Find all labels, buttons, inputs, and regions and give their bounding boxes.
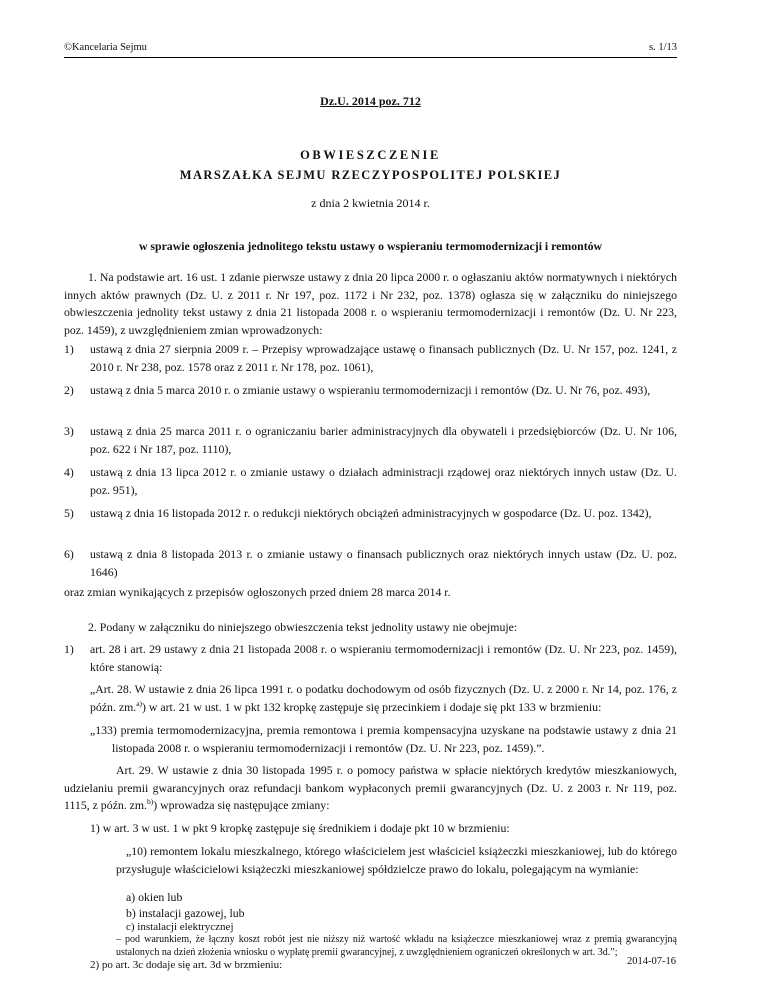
list-number: 4) [64,465,74,479]
list-text: ustawą z dnia 25 marca 2011 r. o ograniczaniu barier administracyjnych dla obywateli i przedsiębiorców (Dz. U. Nr 106, poz. 622 i Nr 187, poz. 1110), [90,424,677,456]
footer-date: 2014-07-16 [627,956,676,967]
list-text: ustawą z dnia 16 listopada 2012 r. o redukcji niektórych obciążeń administracyjnych w gospodarce (Dz. U. poz. 1342), [90,506,652,520]
list-number: 2) [64,383,74,397]
paragraph-2: 2. Podany w załączniku do niniejszego obwieszczenia tekst jednolity ustawy nie obejmuje: [88,620,518,634]
art29-text [64,762,677,815]
list-item-2 [64,382,677,400]
lit-a: a) okien lub [126,890,183,904]
art28-text [90,681,677,716]
list-item-5 [64,505,677,523]
list-item-1 [64,341,677,376]
list-text: ustawą z dnia 13 lipca 2012 r. o zmianie ustawy o działach administracji rządowej oraz niektórych innych ustaw (Dz. U. poz. 951), [90,465,677,497]
header-source: ©Kancelaria Sejmu [64,42,147,53]
list-number: 5) [64,506,74,520]
art29-text-part1: Art. 29. W ustawie z dnia 30 listopada 1995 r. o pomocy państwa w spłacie niektórych kredytów mieszkaniowych, udzielaniu premii gwarancyjnych oraz refundacji bankom wypłaconych premii gwarancyjnych (Dz. U. z 2003 r. Nr 119, poz. 1115, z późn. zm. [64,763,677,812]
art28-text-part1: „Art. 28. W ustawie z dnia 26 lipca 1991 r. o podatku dochodowym od osób fizycznych (Dz. U. z 2000 r. Nr 14, poz. 176, z późn. zm. [90,682,677,714]
list-item-3 [64,423,677,458]
document-date: z dnia 2 kwietnia 2014 r. [311,196,430,210]
document-reference: Dz.U. 2014 poz. 712 [320,94,421,108]
list-text: ustawą z dnia 27 sierpnia 2009 r. – Przepisy wprowadzające ustawę o finansach publicznych (Dz. U. Nr 157, poz. 1241, z 2010 r. Nr 238, poz. 1578 oraz z 2011 r. Nr 178, poz. 1061), [90,342,677,374]
condition-text: – pod warunkiem, że łączny koszt robót jest nie niższy niż wartość wkładu na książeczce mieszkaniowej wraz z premią gwarancyjną ustalonych na dzień złożenia wniosku o wypłatę premii gwarancyjnej, z uwzględnieniem ograniczeń określonych w art. 3d.”; [116,934,677,958]
header-rule [64,57,677,58]
exclusion-item-1 [64,641,677,676]
document-issuer: MARSZAŁKA SEJMU RZECZYPOSPOLITEJ POLSKIEJ [179,168,562,182]
list-text: art. 28 i art. 29 ustawy z dnia 21 listopada 2008 r. o wspieraniu termomodernizacji i remontów (Dz. U. Nr 223, poz. 1459), które stanowią: [90,642,677,674]
lit-b-line: b) instalacji gazowej, lub [126,906,245,920]
art29-text-part2: ) wprowadza się następujące zmiany: [153,798,330,812]
list-number: 1) [64,642,74,656]
list-item-6 [64,546,677,581]
list-text: ustawą z dnia 8 listopada 2013 r. o zmianie ustawy o finansach publicznych oraz niektórych innych ustaw (Dz. U. poz. 1646) [90,547,677,579]
list-text: ustawą z dnia 5 marca 2010 r. o zmianie ustawy o wspieraniu termomodernizacji i remontów (Dz. U. Nr 76, poz. 493), [90,383,651,397]
document-subject: w sprawie ogłoszenia jednolitego tekstu ustawy o wspieraniu termomodernizacji i remontów [138,239,603,253]
art28-text-part2: ) w art. 21 w ust. 1 w pkt 132 kropkę zastępuje się przecinkiem i dodaje się pkt 133 w brzmieniu: [142,699,602,714]
paragraph-1: 1. Na podstawie art. 16 ust. 1 zdanie pierwsze ustawy z dnia 20 lipca 2000 r. o ogłaszaniu aktów normatywnych i niektórych innych aktów prawnych (Dz. U. z 2011 r. Nr 197, poz. 1172 i Nr 232, poz. 1378) ogłasza się w załączniku do niniejszego obwieszczenia jednolity tekst ustawy z dnia 21 listopada 2008 r. o wspieraniu termomodernizacji i remontów (Dz. U. Nr 223, poz. 1459), z uwzględnieniem zmian wprowadzonych: [64,270,677,337]
list-number: 3) [64,424,74,438]
list-closing: oraz zmian wynikających z przepisów ogłoszonych przed dniem 28 marca 2014 r. [64,585,451,599]
amendment-2: 2) po art. 3c dodaje się art. 3d w brzmieniu: [90,959,283,971]
footnote-ref-b: b) [147,797,154,807]
page-number: s. 1/13 [648,42,677,53]
document-title: OBWIESZCZENIE [300,148,441,162]
list-item-4 [64,464,677,499]
footnote-ref-a: a) [136,698,143,708]
lit-c: c) instalacji elektrycznej [126,921,234,933]
list-number: 1) [64,342,74,356]
pkt10-text: „10) remontem lokalu mieszkalnego, którego właścicielem jest właściciel książeczki mieszkaniowej, lub do którego przysługuje właścicielowi książeczki mieszkaniowej spółdzielcze prawo do lokalu, polegającym na wymianie: [116,844,677,876]
amendment-1: 1) w art. 3 w ust. 1 w pkt 9 kropkę zastępuje się średnikiem i dodaje pkt 10 w brzmieniu: [90,821,510,835]
pkt133-text: „133) premia termomodernizacyjna, premia remontowa i premia kompensacyjna uzyskane na podstawie ustawy z dnia 21 listopada 2008 r. o wspieraniu termomodernizacji i remontów (Dz. U. Nr 223, poz. 1459).”. [90,723,677,755]
list-number: 6) [64,547,74,561]
